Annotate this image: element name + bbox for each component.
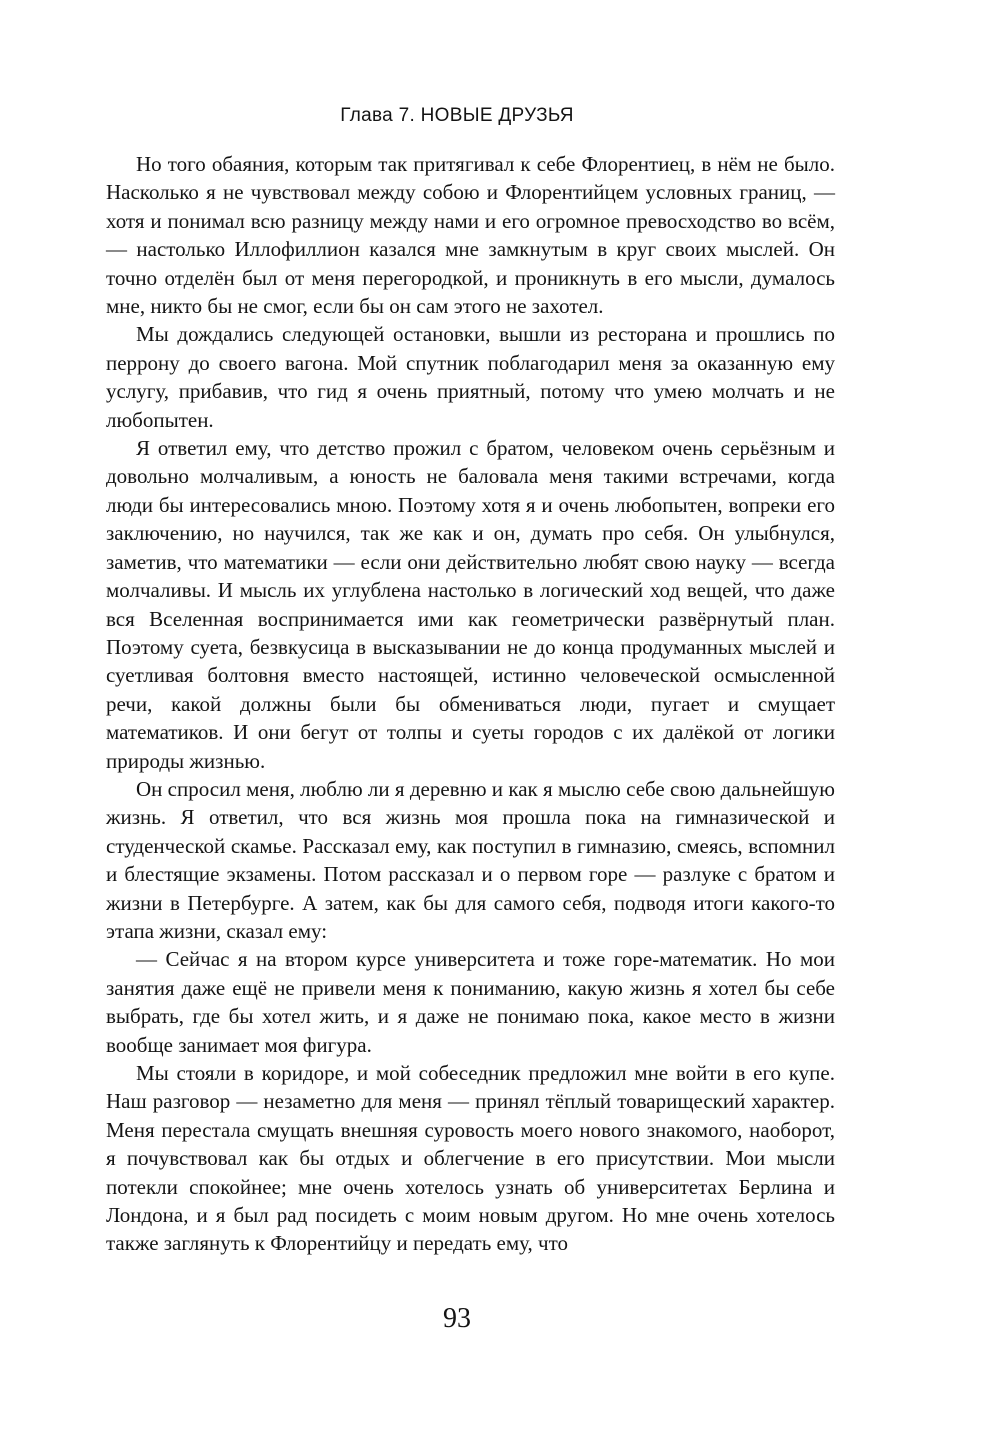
paragraph: Мы дождались следующей остановки, вышли из ресторана и прошлись по перрону до своего вагона. Мой спутник поблагодарил меня за оказанную ему услугу, прибавив, что гид я очень приятный, потому что умею молчать и не любопытен. bbox=[106, 322, 835, 432]
running-header: Глава 7. НОВЫЕ ДРУЗЬЯ bbox=[340, 105, 574, 126]
paragraph: — Сейчас я на втором курсе университета и тоже горе-математик. Но мои занятия даже ещё не привели меня к пониманию, какую жизнь я хотел бы себе выбрать, где бы хотел жить, и я даже не понимаю пока, какое место в жизни вообще занимает моя фигура. bbox=[106, 947, 835, 1057]
page-number: 93 bbox=[443, 1303, 471, 1334]
paragraph: Он спросил меня, люблю ли я деревню и как я мыслю себе свою дальнейшую жизнь. Я ответил, что вся жизнь моя прошла пока на гимназической и студенческой скамье. Рассказал ему, как поступил в гимназию, смеясь, вспомнил и блестящие экзамены. Потом рассказал и о первом горе — разлуке с братом и жизни в Петербурге. А затем, как бы для самого себя, подводя итоги какого-то этапа жизни, сказал ему: bbox=[106, 776, 835, 943]
paragraph: Мы стояли в коридоре, и мой собеседник предложил мне войти в его купе. Наш разговор — незаметно для меня — принял тёплый товарищеский характер. Меня перестала смущать внешняя суровость моего нового знакомого, наоборот, я почувствовал как бы отдых и облегчение в его присутствии. Мои мысли потекли спокойнее; мне очень хотелось узнать об университетах Берлина и Лондона, и я был рад посидеть с моим новым другом. Но мне очень хотелось также заглянуть к Флорентийцу и передать ему, что bbox=[106, 1061, 835, 1256]
paragraph: Но того обаяния, которым так притягивал к себе Флорентиец, в нём не было. Насколько я не чувствовал между собою и Флорентийцем условных границ, — хотя и понимал всю разницу между нами и его огромное превосходство во всём, — настолько Иллофиллион казался мне замкнутым в круг своих мыслей. Он точно отделён был от меня перегородкой, и проникнуть в его мысли, думалось мне, никто бы не смог, если бы он сам этого не захотел. bbox=[106, 152, 835, 319]
body-text bbox=[106, 150, 835, 1258]
paragraph: Я ответил ему, что детство прожил с братом, человеком очень серьёзным и довольно молчаливым, а юность не баловала меня такими встречами, когда люди бы интересовались мною. Поэтому хотя я и очень любопытен, вопреки его заключению, но научился, так же как и он, думать про себя. Он улыбнулся, заметив, что математики — если они действительно любят свою науку — всегда молчаливы. И мысль их углублена настолько в логический ход вещей, что даже вся Вселенная воспринимается ими как геометрически развёрнутый план. Поэтому суета, безвкусица в высказывании не до конца продуманных мыслей и суетливая болтовня вместо настоящей, истинно человеческой осмысленной речи, какой должны были бы обмениваться люди, пугает и смущает математиков. И они бегут от толпы и суеты городов с их далёкой от логики природы жизнью. bbox=[106, 436, 835, 773]
